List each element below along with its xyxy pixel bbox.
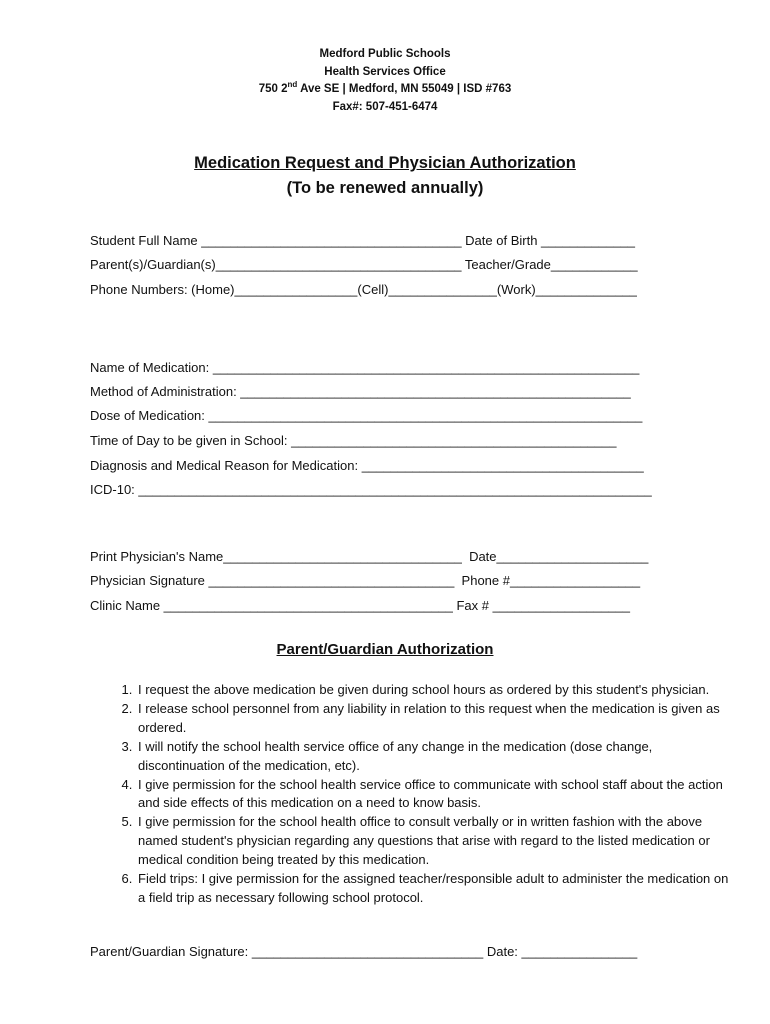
form-title-block — [0, 151, 770, 201]
guardian-signature-line[interactable]: Parent/Guardian Signature: ________________________________ Date: ________________ — [90, 944, 638, 959]
org-name: Medford Public Schools — [319, 48, 451, 60]
address-ordinal: nd — [287, 80, 298, 90]
list-item: 2. I release school personnel from any liability in relation to this request when the medication is given as ordered. — [136, 700, 736, 738]
authorization-list — [90, 681, 736, 908]
medication-name-field[interactable]: Name of Medication: ___________________________________________________________ — [90, 360, 640, 375]
clinic-fax-line[interactable]: Clinic Name ________________________________________ Fax # ___________________ — [90, 598, 630, 613]
diagnosis-field[interactable]: Diagnosis and Medical Reason for Medication: _______________________________________ — [90, 458, 644, 473]
address-number: 750 2 — [258, 83, 288, 95]
fax-number: Fax#: 507-451-6474 — [332, 100, 438, 113]
physician-signature-phone-line[interactable]: Physician Signature __________________________________ Phone #__________________ — [90, 573, 641, 588]
physician-name-date-line[interactable]: Print Physician's Name_________________________________ Date_____________________ — [90, 549, 649, 564]
letterhead — [0, 46, 770, 116]
list-item: 3. I will notify the school health service office of any change in the medication (dose change, discontinuation of the medication, etc). — [136, 738, 736, 776]
phone-numbers-line[interactable]: Phone Numbers: (Home)_________________(Cell)_______________(Work)______________ — [90, 282, 637, 297]
guardian-teacher-line[interactable]: Parent(s)/Guardian(s)__________________________________ Teacher/Grade____________ — [90, 257, 638, 272]
dose-field[interactable]: Dose of Medication: ____________________________________________________________ — [90, 408, 643, 423]
list-item: 1. I request the above medication be given during school hours as ordered by this student's physician. — [136, 681, 736, 700]
form-subtitle: (To be renewed annually) — [286, 179, 484, 197]
student-name-dob-line[interactable]: Student Full Name ____________________________________ Date of Birth _____________ — [90, 233, 636, 248]
address-rest: Ave SE | Medford, MN 55049 | ISD #763 — [297, 83, 512, 95]
form-title: Medication Request and Physician Authorization — [194, 154, 576, 172]
parent-authorization-title: Parent/Guardian Authorization — [276, 641, 494, 658]
icd10-field[interactable]: ICD-10: _______________________________________________________________________ — [90, 482, 652, 497]
time-of-day-field[interactable]: Time of Day to be given in School: _____________________________________________ — [90, 433, 617, 448]
list-item: 6. Field trips: I give permission for the assigned teacher/responsible adult to administer the medication on a field trip as necessary following school protocol. — [136, 870, 736, 908]
list-item: 5. I give permission for the school health office to consult verbally or in written fashion with the above named student's physician regarding any questions that arise with regard to the listed medication or medical condition being treated by this medication. — [136, 813, 736, 870]
office-name: Health Services Office — [324, 65, 446, 78]
list-item: 4. I give permission for the school health service office to communicate with school staff about the action and side effects of this medication on a need to know basis. — [136, 776, 736, 814]
administration-method-field[interactable]: Method of Administration: ______________________________________________________ — [90, 384, 631, 399]
address — [0, 81, 770, 99]
